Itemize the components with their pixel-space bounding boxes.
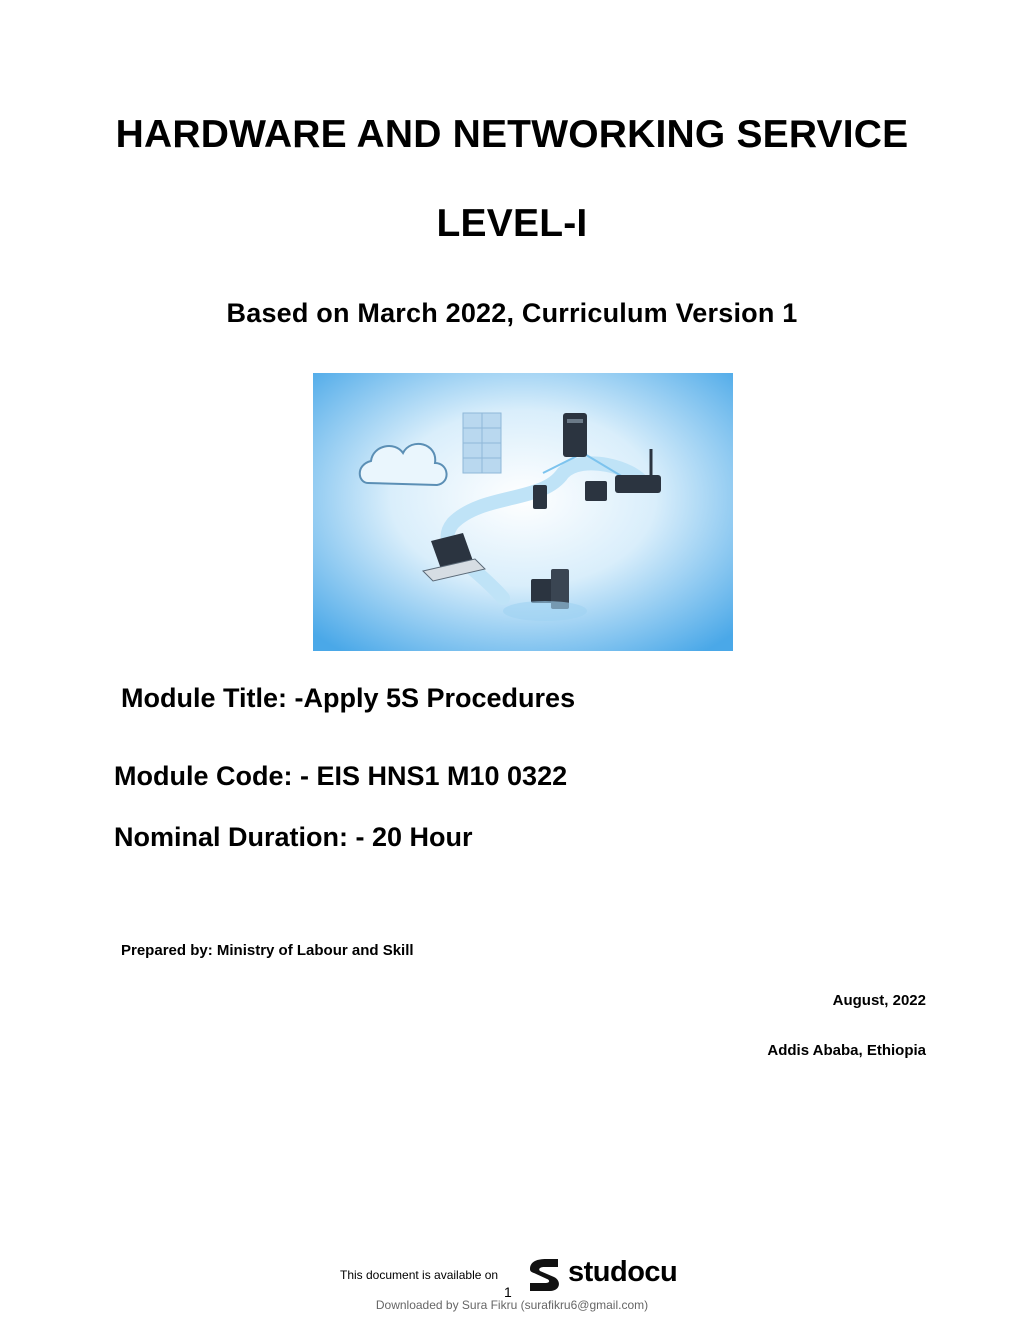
module-code: Module Code: - EIS HNS1 M10 0322 bbox=[114, 761, 568, 791]
document-level: LEVEL-I bbox=[436, 202, 588, 245]
network-illustration-icon bbox=[313, 373, 733, 651]
studocu-brand[interactable]: studocu bbox=[568, 1256, 678, 1288]
downloaded-by-text: Downloaded by Sura Fikru (surafikru6@gmail.com) bbox=[375, 1298, 649, 1312]
prepared-by: Prepared by: Ministry of Labour and Skill bbox=[121, 942, 414, 959]
publication-place: Addis Ababa, Ethiopia bbox=[767, 1042, 926, 1059]
publication-date: August, 2022 bbox=[832, 992, 926, 1009]
available-on-text: This document is available on bbox=[340, 1268, 499, 1282]
page-number: 1 bbox=[504, 1284, 512, 1300]
document-subtitle: Based on March 2022, Curriculum Version 1 bbox=[226, 298, 798, 328]
document-title: HARDWARE AND NETWORKING SERVICE bbox=[115, 113, 909, 156]
module-title: Module Title: -Apply 5S Procedures bbox=[121, 683, 576, 713]
nominal-duration: Nominal Duration: - 20 Hour bbox=[114, 822, 473, 852]
studocu-logo-icon[interactable] bbox=[524, 1255, 564, 1295]
